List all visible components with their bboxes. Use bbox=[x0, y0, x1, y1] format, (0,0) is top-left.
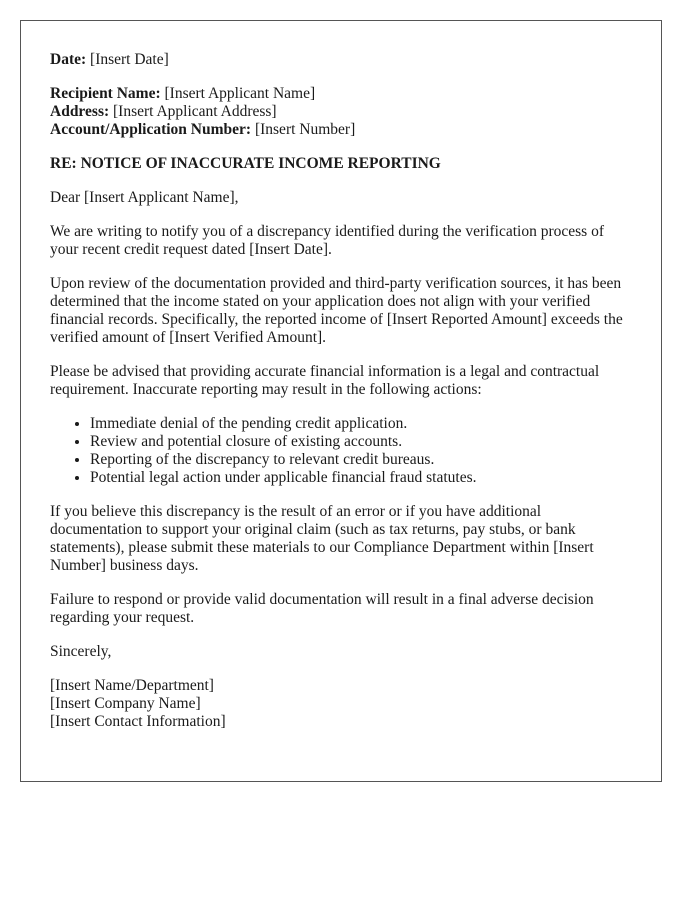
signature-company: [Insert Company Name] bbox=[50, 695, 201, 712]
account-line bbox=[50, 121, 633, 139]
paragraph-advisory: Please be advised that providing accurate financial information is a legal and contractual requirement. Inaccurate reporting may result in the following actions: bbox=[50, 363, 600, 398]
signature-name: [Insert Name/Department] bbox=[50, 677, 214, 694]
salutation: Dear [Insert Applicant Name], bbox=[50, 189, 239, 206]
paragraph-failure: Failure to respond or provide valid documentation will result in a final adverse decision regarding your request. bbox=[50, 591, 594, 626]
paragraph-notification: We are writing to notify you of a discrepancy identified during the verification process of your recent credit request dated [Insert Date]. bbox=[50, 223, 604, 258]
recipient-line bbox=[50, 85, 633, 103]
actions-list bbox=[50, 415, 633, 487]
recipient-block bbox=[50, 85, 633, 139]
list-item: • Reporting of the discrepancy to relevant credit bureaus. bbox=[90, 451, 633, 469]
date-line bbox=[50, 51, 633, 69]
list-item: • Potential legal action under applicable financial fraud statutes. bbox=[90, 469, 633, 487]
address-line bbox=[50, 103, 633, 121]
subject-line: RE: NOTICE OF INACCURATE INCOME REPORTING bbox=[50, 155, 441, 172]
list-item: • Review and potential closure of existing accounts. bbox=[90, 433, 633, 451]
date-value: [Insert Date] bbox=[90, 51, 169, 68]
signature-contact: [Insert Contact Information] bbox=[50, 713, 226, 730]
account-value: [Insert Number] bbox=[254, 121, 356, 138]
account-label: Account/Application Number: bbox=[50, 121, 252, 138]
signature-block bbox=[50, 677, 633, 731]
letter bbox=[20, 20, 662, 782]
list-item: • Immediate denial of the pending credit application. bbox=[90, 415, 633, 433]
paragraph-submission: If you believe this discrepancy is the result of an error or if you have additional documentation to support your original claim (such as tax returns, pay stubs, or bank statements), please submit these materials to our Compliance Department within [Insert Number] business days. bbox=[50, 503, 594, 574]
closing: Sincerely, bbox=[50, 643, 112, 660]
address-value: [Insert Applicant Address] bbox=[113, 103, 277, 120]
paragraph-review: Upon review of the documentation provided and third-party verification sources, it has been determined that the income stated on your application does not align with your verified financial records. Specifically, the reported income of [Insert Reported Amount] exceeds the verified amount of [Insert Verified Amount]. bbox=[50, 275, 623, 346]
recipient-label: Recipient Name: bbox=[50, 85, 161, 102]
date-label: Date: bbox=[50, 51, 87, 68]
recipient-value: [Insert Applicant Name] bbox=[164, 85, 316, 102]
address-label: Address: bbox=[50, 103, 110, 120]
